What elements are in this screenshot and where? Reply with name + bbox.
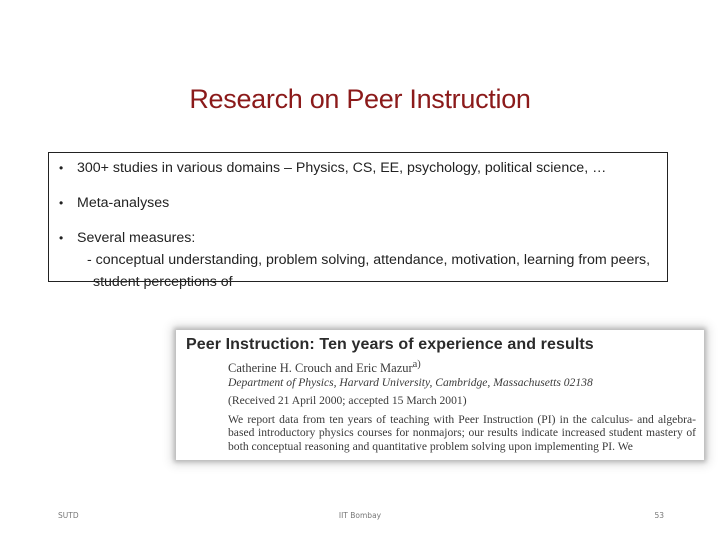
bullet-text: Meta-analyses [77, 195, 170, 211]
bullet-item [59, 227, 657, 293]
footer-center: IIT Bombay [338, 511, 382, 520]
paper-body [228, 358, 696, 453]
paper-authors [228, 358, 696, 376]
bullet-item [59, 157, 657, 179]
bullet-dot-icon: • [59, 231, 64, 245]
bullet-list [48, 152, 668, 290]
slide-number: 53 [654, 511, 664, 520]
bullet-item [59, 192, 657, 214]
bullet-dot-icon: • [59, 196, 64, 210]
paper-excerpt-image [176, 330, 704, 460]
slide-title: Research on Peer Instruction [189, 84, 531, 114]
bullet-dot-icon: • [59, 161, 64, 175]
paper-author-superscript: a) [412, 359, 421, 370]
bullet-subtext: - conceptual understanding, problem solving, attendance, motivation, learning from peers, student perceptions of [87, 252, 651, 290]
paper-title: Peer Instruction: Ten years of experience and results [186, 336, 594, 353]
paper-received: (Received 21 April 2000; accepted 15 March 2001) [228, 394, 467, 408]
bullet-text: 300+ studies in various domains – Physics, CS, EE, psychology, political science, … [77, 160, 607, 176]
bullet-text: Several measures: [77, 230, 196, 246]
paper-abstract: We report data from ten years of teaching with Peer Instruction (PI) in the calculus- and algebra-based introductory physics courses for nonmajors; our results indicate increased student mastery of both conceptual reasoning and quantitative problem solving upon implementing PI. We [228, 412, 696, 453]
footer-left: SUTD [58, 511, 79, 520]
paper-authors-text: Catherine H. Crouch and Eric Mazur [228, 361, 413, 376]
paper-affiliation: Department of Physics, Harvard University, Cambridge, Massachusetts 02138 [228, 375, 593, 389]
